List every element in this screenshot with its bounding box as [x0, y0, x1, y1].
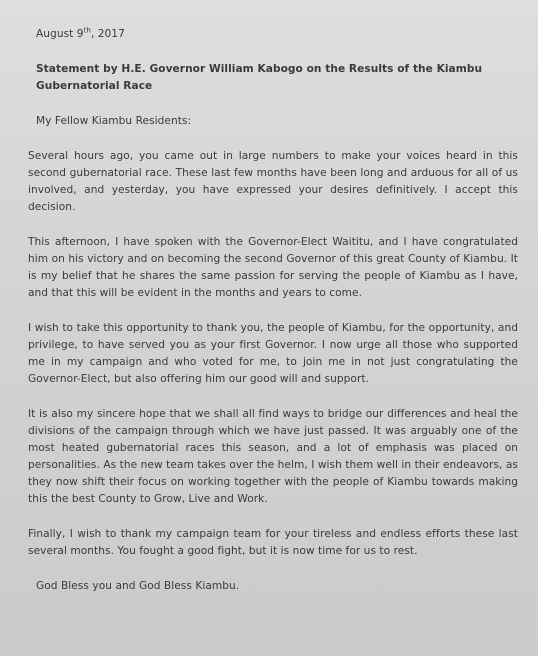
paragraph-2: This afternoon, I have spoken with the Governor-Elect Waititu, and I have congratulated him on his victory and on becoming the second Governor of this great County of Kiambu. It is my belief that he shares the same passion for serving the people of Kiambu as I have, and that this will be evident in the months and years to come. [28, 236, 518, 299]
date-day: August 9 [36, 28, 84, 40]
paragraph-1: Several hours ago, you came out in large numbers to make your voices heard in this second gubernatorial race. These last few months have been long and arduous for all of us involved, and yesterday, you have expressed your desires definitively. I accept this decision. [28, 150, 518, 213]
closing-line: God Bless you and God Bless Kiambu. [36, 580, 240, 592]
statement-heading: Statement by H.E. Governor William Kabogo on the Results of the Kiambu Gubernatorial Race [36, 63, 483, 92]
date-ordinal: th [83, 26, 91, 35]
salutation: My Fellow Kiambu Residents: [36, 115, 192, 127]
paragraph-5: Finally, I wish to thank my campaign team for your tireless and endless efforts these last several months. You fought a good fight, but it is now time for us to rest. [28, 528, 518, 557]
date-year: , 2017 [90, 28, 125, 40]
paragraph-4: It is also my sincere hope that we shall all find ways to bridge our differences and heal the divisions of the campaign through which we have just passed. It was arguably one of the most heated gubernatorial races this season, and a lot of emphasis was placed on personalities. As the new team takes over the helm, I wish them well in their endeavors, as they now shift their focus on working together with the people of Kiambu towards making this the best County to Grow, Live and Work. [28, 408, 518, 505]
paragraph-3: I wish to take this opportunity to thank you, the people of Kiambu, for the opportunity, and privilege, to have served you as your first Governor. I now urge all those who supported me in my campaign and who voted for me, to join me in not just congratulating the Governor-Elect, but also offering him our good will and support. [28, 322, 518, 385]
letter-date [36, 26, 518, 43]
